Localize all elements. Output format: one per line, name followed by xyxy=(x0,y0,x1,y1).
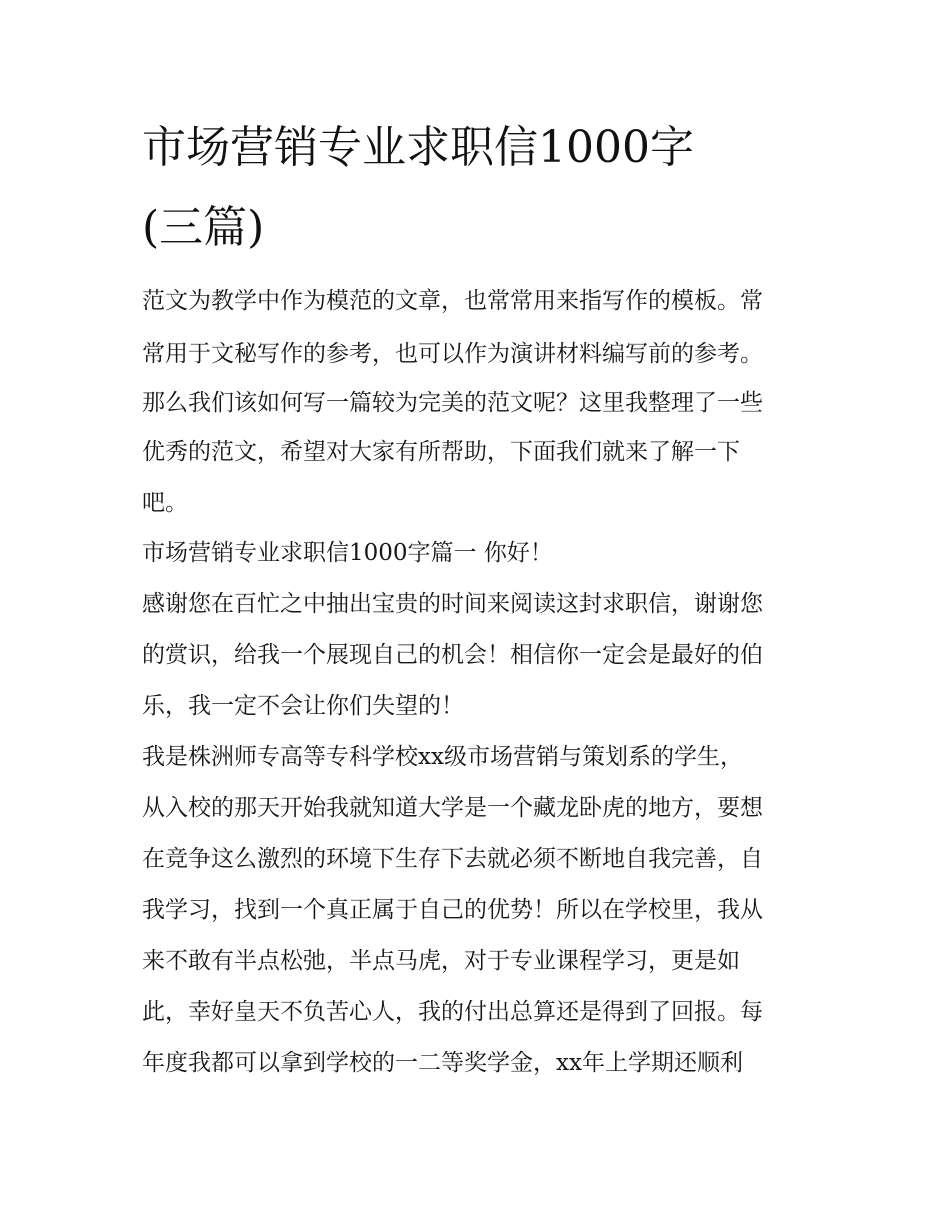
intro-line-5: 吧。 xyxy=(142,490,188,516)
body-line-1: 感谢您在百忙之中抽出宝贵的时间来阅读这封求职信，谢谢您 xyxy=(142,591,763,617)
section-heading-line: 市场营销专业求职信1000字篇一 你好！ xyxy=(142,540,553,566)
body-line-10: 年度我都可以拿到学校的一二等奖学金，xx年上学期还顺利 xyxy=(142,1050,743,1076)
body-line-8: 来不敢有半点松弛，半点马虎，对于专业课程学习，更是如 xyxy=(142,948,740,974)
body-line-2: 的赏识，给我一个展现自己的机会！相信你一定会是最好的伯 xyxy=(142,642,763,668)
body-line-5: 从入校的那天开始我就知道大学是一个藏龙卧虎的地方，要想 xyxy=(142,795,763,821)
body-line-9: 此，幸好皇天不负苦心人，我的付出总算还是得到了回报。每 xyxy=(142,999,763,1025)
intro-line-1: 范文为教学中作为模范的文章，也常常用来指写作的模板。常 xyxy=(142,288,763,314)
intro-line-2: 常用于文秘写作的参考，也可以作为演讲材料编写前的参考。 xyxy=(142,341,763,367)
document-title-line-2: (三篇) xyxy=(142,202,265,253)
intro-line-3: 那么我们该如何写一篇较为完美的范文呢？这里我整理了一些 xyxy=(142,390,763,416)
document-title-line-1: 市场营销专业求职信1000字 xyxy=(142,122,694,173)
body-line-4: 我是株洲师专高等专科学校xx级市场营销与策划系的学生， xyxy=(142,744,743,770)
intro-line-4: 优秀的范文，希望对大家有所帮助，下面我们就来了解一下 xyxy=(142,439,740,465)
body-line-3: 乐，我一定不会让你们失望的！ xyxy=(142,693,464,719)
body-line-6: 在竞争这么激烈的环境下生存下去就必须不断地自我完善，自 xyxy=(142,846,763,872)
body-line-7: 我学习，找到一个真正属于自己的优势！所以在学校里，我从 xyxy=(142,897,763,923)
